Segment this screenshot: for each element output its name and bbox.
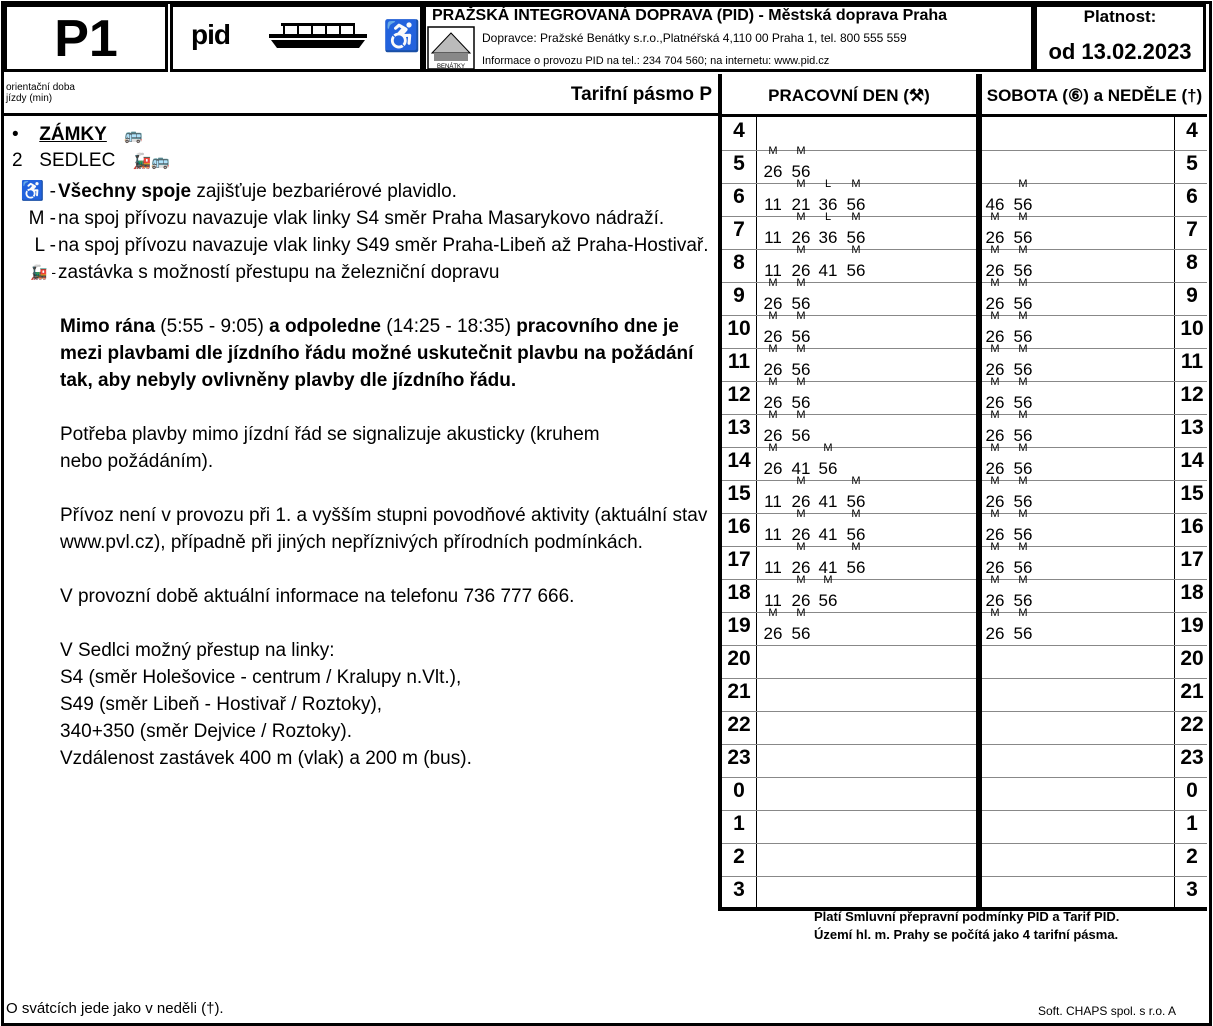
tariff-zone: Tarifní pásmo P [570, 84, 712, 105]
departure-note: M [851, 211, 861, 223]
departure-minute: 11 [764, 195, 782, 214]
departure-note: M [823, 442, 833, 454]
line-number: P1 [54, 10, 118, 68]
hour-label: 19 [727, 614, 751, 637]
departure-note: L [824, 178, 832, 190]
departure-minute: M 56 [843, 261, 869, 281]
departure-note: M [768, 343, 778, 355]
departure-note: M [1018, 508, 1028, 520]
holiday-note: O svátcích jede jako v neděli (†). [6, 1000, 224, 1017]
departure-minute: M 56 [843, 228, 869, 248]
departure-note: M [990, 277, 1000, 289]
weekend-timetable [979, 74, 1207, 911]
hour-label: 7 [1186, 218, 1198, 241]
departure-note: M [851, 508, 861, 520]
legend-item [0, 178, 712, 205]
bus-icon: 🚌 [124, 127, 143, 144]
hour-row [722, 607, 976, 646]
departure-note: M [768, 409, 778, 421]
stop-name: SEDLEC [39, 150, 116, 171]
signal-note: Potřeba plavby mimo jízdní řád se signalizuje akusticky (kruhem nebo požádáním). [60, 424, 600, 472]
hour-label: 3 [1186, 878, 1198, 901]
departure-minute: M 56 [843, 525, 869, 545]
departure-note: M [768, 310, 778, 322]
hour-row [982, 876, 1207, 909]
conditions-note: Platí Smluvní přepravní podmínky PID a Tarif PID. Území hl. m. Prahy se počítá jako 4 tarifní pásma. [814, 909, 1120, 942]
hour-row [982, 645, 1207, 679]
departure-note: L [824, 211, 832, 223]
hour-label: 17 [727, 548, 751, 571]
departure-minute: L 36 [815, 228, 841, 248]
departure-minute: M 56 [815, 459, 841, 479]
hour-row [722, 711, 976, 745]
departure-note: M [1018, 310, 1028, 322]
travel-time-label: orientační doba jízdy (min) [6, 82, 75, 104]
pid-logo: pid [191, 19, 230, 50]
hour-row [722, 744, 976, 778]
departure-minute: M 56 [1010, 492, 1036, 512]
legend-text: zastávka s možností přestupu na železniční dopravu [58, 262, 500, 283]
departure-note: M [768, 607, 778, 619]
stop-row [12, 150, 170, 172]
departure-minute: 11 [764, 591, 782, 610]
train-legend-icon: 🚂 - [30, 264, 56, 280]
train-bus-icon: 🚂🚌 [132, 153, 170, 170]
departure-note: M [796, 145, 806, 157]
departure-note: M [1018, 409, 1028, 421]
hour-label: 5 [1186, 152, 1198, 175]
hour-label: 23 [727, 746, 751, 769]
hour-label: 21 [727, 680, 751, 703]
hour-label: 9 [1186, 284, 1198, 307]
departure-minute: M 26 [760, 459, 786, 479]
hour-label: 13 [727, 416, 751, 439]
departure-minute: 11 [764, 492, 782, 511]
departure-minute: M 56 [1010, 459, 1036, 479]
hour-label: 11 [727, 350, 751, 373]
hour-label: 12 [727, 383, 751, 406]
wheelchair-legend-icon: ♿ - [20, 181, 56, 202]
operator-info: Informace o provozu PID na tel.: 234 704 560; na internetu: www.pid.cz [482, 55, 830, 67]
stop-name: ZÁMKY [39, 124, 107, 145]
departure-note: M [990, 244, 1000, 256]
departure-note: M [851, 244, 861, 256]
hour-label: 23 [1180, 746, 1204, 769]
departure-minute: M 26 [788, 525, 814, 545]
hour-label: 2 [1186, 845, 1198, 868]
departure-note: M [768, 277, 778, 289]
hour-label: 20 [727, 647, 751, 670]
departure-minute: M 56 [1010, 228, 1036, 248]
departure-note: M [768, 376, 778, 388]
departure-note: M [990, 343, 1000, 355]
departure-note: M [796, 574, 806, 586]
departure-minute: M 26 [982, 558, 1008, 578]
operator-emblem-icon [426, 25, 476, 71]
departure-note: M [851, 178, 861, 190]
hour-label: 16 [1180, 515, 1204, 538]
departure-minute: M 21 [788, 195, 814, 215]
hour-row [982, 810, 1207, 844]
departure-minute: 46 [985, 195, 1005, 214]
departure-minute: M 26 [982, 294, 1008, 314]
departure-note: M [823, 574, 833, 586]
departure-note: M [796, 409, 806, 421]
operator-title: PRAŽSKÁ INTEGROVANÁ DOPRAVA (PID) - Městská doprava Praha [432, 7, 948, 24]
divider [4, 113, 718, 116]
hour-label: 14 [1180, 449, 1204, 472]
legend-item [0, 232, 712, 259]
legend-text: na spoj přívozu navazuje vlak linky S4 směr Praha Masarykovo nádraží. [58, 208, 665, 229]
hour-row [722, 541, 976, 580]
departure-minute: M 26 [982, 327, 1008, 347]
departure-note: M [1018, 541, 1028, 553]
hour-label: 20 [1180, 647, 1204, 670]
hour-row [982, 777, 1207, 811]
legend-item [0, 259, 712, 286]
legend-symbol: L - [34, 235, 56, 256]
departure-minute: M 26 [982, 525, 1008, 545]
departure-minute: M 56 [843, 558, 869, 578]
departure-minute: M 56 [788, 393, 814, 413]
departure-minute: M 56 [788, 162, 814, 182]
hour-label: 17 [1180, 548, 1204, 571]
departure-note: M [990, 574, 1000, 586]
departure-minute: M 26 [760, 327, 786, 347]
hour-label: 7 [733, 218, 745, 241]
hour-row [722, 678, 976, 712]
operator-contact: Dopravce: Pražské Benátky s.r.o.,Platnéřská 4,110 00 Praha 1, tel. 800 555 559 [482, 31, 907, 45]
hour-label: 9 [733, 284, 745, 307]
request-note: Mimo rána (5:55 - 9:05) a odpoledne (14:25 - 18:35) pracovního dne je mezi plavbami dle jízdního řádu možné uskutečnit plavbu na požádání tak, aby nebyly ovlivněny plavby dle jízdního řádu. [60, 316, 694, 391]
departure-minute: M 26 [982, 228, 1008, 248]
departure-note: M [1018, 607, 1028, 619]
hour-label: 18 [1180, 581, 1204, 604]
departure-note: M [990, 607, 1000, 619]
hour-row [982, 678, 1207, 712]
departure-minute: M 26 [982, 492, 1008, 512]
departure-note: M [990, 376, 1000, 388]
departure-minute: M 56 [1010, 195, 1036, 215]
departure-note: M [796, 376, 806, 388]
hour-label: 4 [733, 119, 745, 142]
departure-minute: M 26 [982, 591, 1008, 611]
departure-minute: M 56 [1010, 327, 1036, 347]
hour-label: 2 [733, 845, 745, 868]
departure-minute: M 26 [982, 360, 1008, 380]
hour-label: 8 [1186, 251, 1198, 274]
departure-minute: M 26 [788, 492, 814, 512]
departure-note: M [796, 211, 806, 223]
hour-label: 0 [733, 779, 745, 802]
departure-note: M [851, 541, 861, 553]
departure-note: M [1018, 475, 1028, 487]
departure-minute: M 56 [1010, 558, 1036, 578]
operator-emblem-text: BENÁTKY [436, 64, 466, 70]
hour-label: 19 [1180, 614, 1204, 637]
hour-label: 22 [727, 713, 751, 736]
departure-note: M [796, 475, 806, 487]
hour-label: 3 [733, 878, 745, 901]
phone-note: V provozní době aktuální informace na telefonu 736 777 666. [60, 586, 575, 607]
departure-minute: M 26 [788, 558, 814, 578]
departure-note: M [796, 508, 806, 520]
legend-text: na spoj přívozu navazuje vlak linky S49 směr Praha-Libeň až Praha-Hostivař. [58, 235, 709, 256]
stop-time: 2 [12, 150, 23, 171]
departure-note: M [796, 541, 806, 553]
departure-note: M [768, 442, 778, 454]
line-box [4, 4, 168, 72]
departure-minute: 11 [764, 261, 782, 280]
hour-row [722, 777, 976, 811]
hour-label: 16 [727, 515, 751, 538]
departure-note: M [990, 409, 1000, 421]
departure-minute: 41 [818, 492, 838, 511]
wheelchair-icon: ♿ [383, 20, 421, 53]
departure-note: M [1018, 574, 1028, 586]
flood-note: Přívoz není v provozu při 1. a vyšším stupni povodňové aktivity (aktuální stav www.pvl.cz), případně při jiných nepříznivých přírodních podmínkách. [60, 505, 708, 553]
hour-label: 10 [727, 317, 751, 340]
departure-minute: L 36 [815, 195, 841, 215]
departure-note: M [1018, 244, 1028, 256]
validity-box [1034, 4, 1206, 72]
hour-row [722, 645, 976, 679]
hour-row [982, 843, 1207, 877]
departure-note: M [1018, 211, 1028, 223]
departure-minute: M 26 [982, 459, 1008, 479]
hour-label: 8 [733, 251, 745, 274]
hour-row [982, 711, 1207, 745]
hour-row [982, 607, 1207, 646]
stop-time: • [12, 124, 19, 145]
departure-note: M [796, 244, 806, 256]
departure-note: M [990, 541, 1000, 553]
departure-minute: M 56 [815, 591, 841, 611]
weekday-timetable [718, 74, 979, 911]
departure-minute: M 56 [788, 327, 814, 347]
departure-minute: 41 [791, 459, 811, 478]
departure-note: M [1018, 178, 1028, 190]
hour-label: 1 [1186, 812, 1198, 835]
departure-note: M [990, 211, 1000, 223]
departure-minute: M 56 [788, 426, 814, 446]
departure-note: M [990, 442, 1000, 454]
hour-row [982, 117, 1207, 151]
departure-minute: M 26 [760, 360, 786, 380]
hour-label: 6 [733, 185, 745, 208]
departure-minute: M 26 [788, 591, 814, 611]
departure-note: M [796, 277, 806, 289]
departure-note: M [796, 178, 806, 190]
departure-minute: 11 [764, 558, 782, 577]
departure-note: M [990, 310, 1000, 322]
departure-minute: M 26 [760, 624, 786, 644]
hour-label: 21 [1180, 680, 1204, 703]
departure-minute: M 26 [788, 261, 814, 281]
hour-label: 4 [1186, 119, 1198, 142]
departure-note: M [1018, 442, 1028, 454]
departure-minute: M 26 [982, 393, 1008, 413]
hour-label: 11 [1180, 350, 1204, 373]
departure-minute: M 26 [982, 624, 1008, 644]
departure-minute: M 56 [1010, 426, 1036, 446]
departure-minute: M 56 [843, 195, 869, 215]
operator-box [423, 4, 1034, 72]
hour-label: 1 [733, 812, 745, 835]
legend-symbol: M - [28, 208, 56, 229]
hour-label: 0 [1186, 779, 1198, 802]
hour-label: 22 [1180, 713, 1204, 736]
weekend-header: SOBOTA (⑥) a NEDĚLE (†) [982, 74, 1207, 117]
departure-minute: 11 [764, 228, 782, 247]
departure-minute: M 26 [760, 426, 786, 446]
hour-row [722, 843, 976, 877]
transfer-note: V Sedlci možný přestup na linky: S4 (směr Holešovice - centrum / Kralupy n.Vlt.), S49 (směr Libeň - Hostivař / Roztoky), 340+350 (směr Dejvice / Roztoky). Vzdálenost zastávek 400 m (vlak) a 200 m (bus). [60, 640, 472, 769]
departure-minute: M 56 [1010, 591, 1036, 611]
hour-label: 18 [727, 581, 751, 604]
hour-label: 12 [1180, 383, 1204, 406]
departure-minute: 41 [818, 261, 838, 280]
departure-note: M [796, 343, 806, 355]
departure-minute: M 26 [760, 294, 786, 314]
hour-row [722, 810, 976, 844]
hour-label: 5 [733, 152, 745, 175]
departure-minute: M 26 [982, 426, 1008, 446]
departure-minute: M 56 [843, 492, 869, 512]
departure-minute: 41 [818, 525, 838, 544]
departure-note: M [1018, 277, 1028, 289]
departure-minute: M 56 [1010, 624, 1036, 644]
validity-label: Platnost: [1083, 7, 1157, 26]
departure-note: M [796, 607, 806, 619]
validity-date: od 13.02.2023 [1048, 39, 1192, 64]
notes [0, 178, 712, 772]
hour-row [982, 744, 1207, 778]
hour-row [722, 876, 976, 909]
hour-label: 13 [1180, 416, 1204, 439]
departure-minute: 11 [764, 525, 782, 544]
departure-minute: M 56 [1010, 360, 1036, 380]
departure-minute: M 26 [760, 162, 786, 182]
departure-minute: M 26 [982, 261, 1008, 281]
legend-item [0, 205, 712, 232]
ferry-icon [267, 21, 369, 51]
departure-minute: M 56 [788, 360, 814, 380]
logos-box [170, 4, 423, 72]
departure-note: M [1018, 343, 1028, 355]
departure-note: M [768, 145, 778, 157]
departure-note: M [796, 310, 806, 322]
legend-bold: Všechny spoje [58, 181, 192, 202]
stop-row [12, 124, 143, 146]
departure-minute: M 56 [1010, 393, 1036, 413]
departure-minute: M 56 [788, 294, 814, 314]
departure-minute: 41 [818, 558, 838, 577]
hour-label: 6 [1186, 185, 1198, 208]
departure-minute: M 56 [1010, 294, 1036, 314]
departure-minute: M 56 [1010, 261, 1036, 281]
departure-note: M [851, 475, 861, 487]
departure-note: M [990, 475, 1000, 487]
weekday-header: PRACOVNÍ DEN (⚒) [722, 74, 976, 117]
departure-note: M [1018, 376, 1028, 388]
hour-label: 15 [727, 482, 751, 505]
departure-minute: M 26 [760, 393, 786, 413]
departure-minute: M 26 [788, 228, 814, 248]
departure-minute: M 56 [788, 624, 814, 644]
departure-minute: M 56 [1010, 525, 1036, 545]
hour-label: 15 [1180, 482, 1204, 505]
hour-label: 10 [1180, 317, 1204, 340]
hour-label: 14 [727, 449, 751, 472]
departure-note: M [990, 508, 1000, 520]
software-note: Soft. CHAPS spol. s r.o. A [1038, 1004, 1177, 1018]
legend-text: zajišťuje bezbariérové plavidlo. [191, 181, 457, 202]
